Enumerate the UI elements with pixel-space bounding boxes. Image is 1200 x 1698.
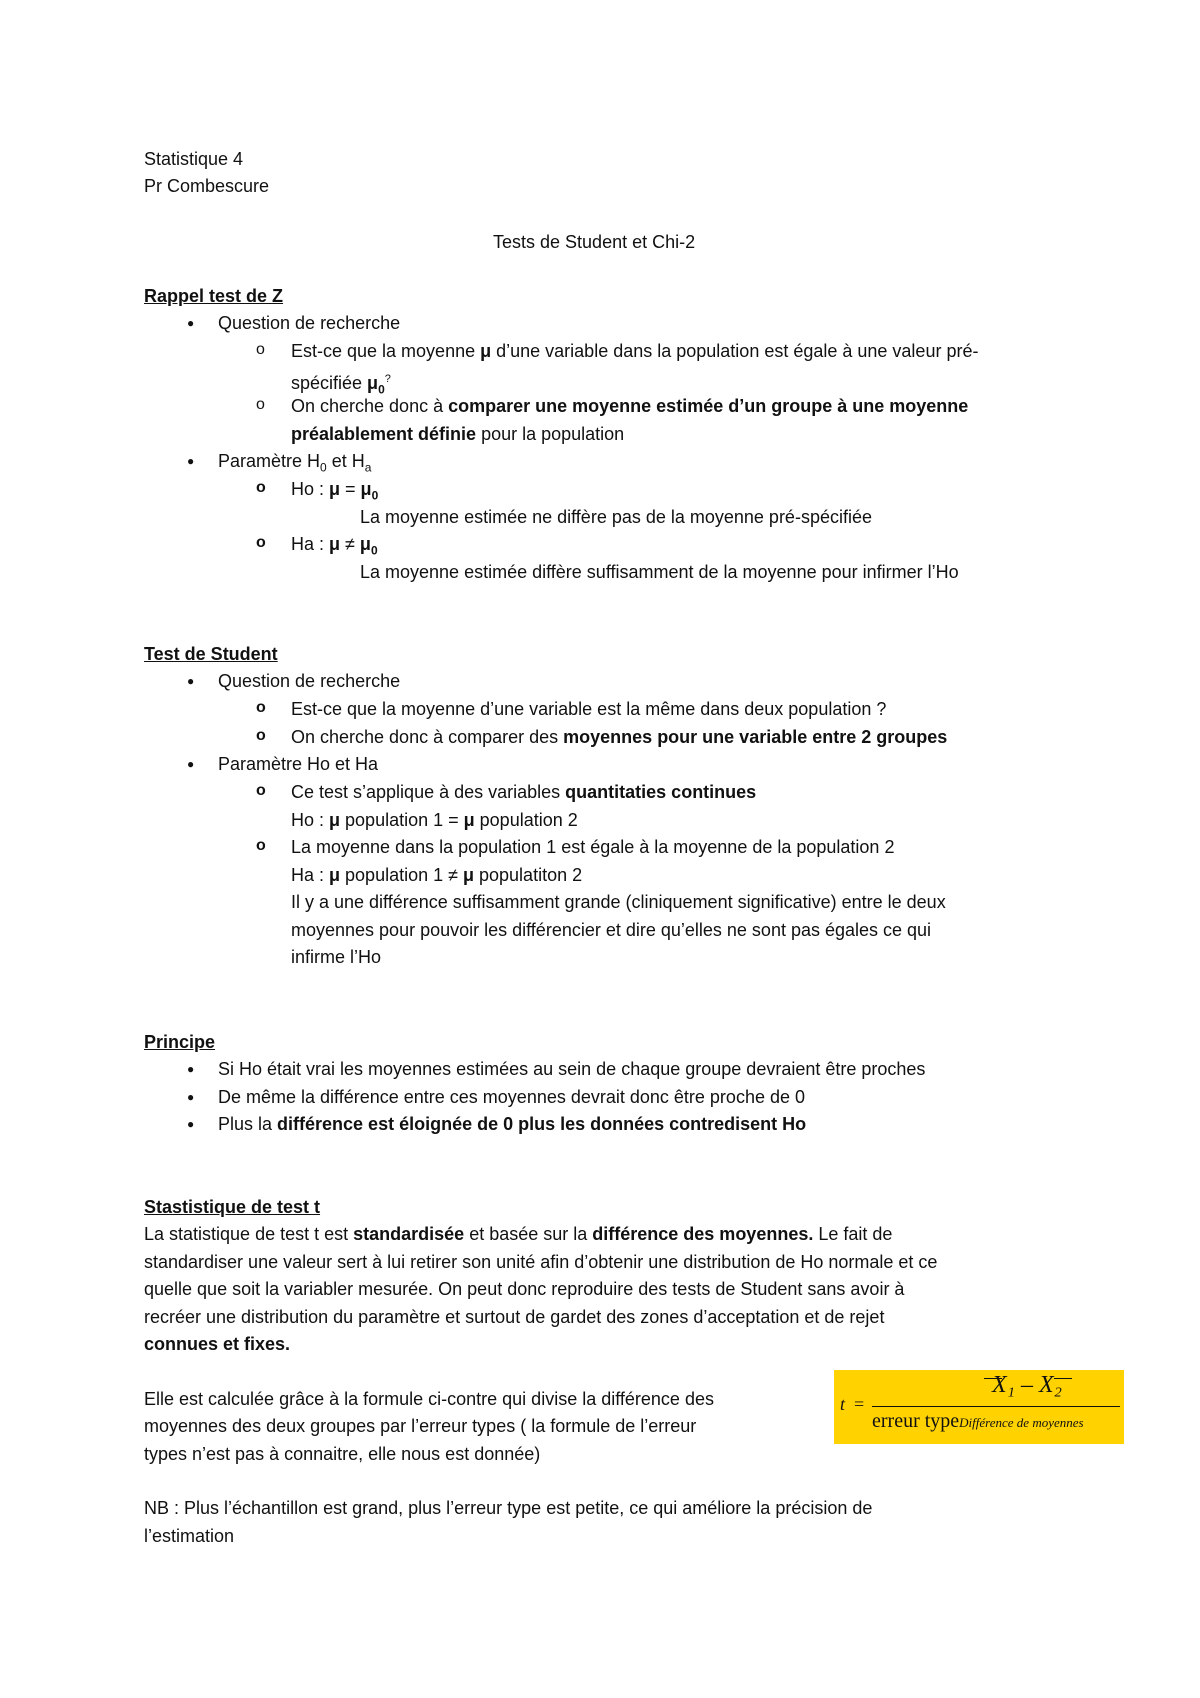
text-run: population 1 = [340, 810, 464, 830]
paragraph-line: recréer une distribution du paramètre et surtout de gardet des zones d’acceptation et de rejet [144, 1307, 885, 1327]
mu-symbol: μ [367, 373, 379, 393]
formula-denominator [872, 1410, 1084, 1433]
sub-bullet: o [256, 341, 265, 358]
text-run: pour la population [476, 424, 625, 444]
text-run: Paramètre H [218, 451, 321, 471]
sub-bullet: o [256, 534, 266, 551]
list-item-continued: infirme l’Ho [291, 947, 382, 967]
mu-symbol: μ [463, 810, 475, 830]
sub-bullet: o [256, 837, 266, 854]
mu-symbol: μ [329, 479, 341, 499]
text-run: = [340, 479, 361, 499]
list-item [291, 395, 968, 417]
text-run: Ha : [291, 865, 330, 885]
fraction-line [872, 1406, 1120, 1407]
bold-text: préalablement définie [291, 424, 477, 444]
bullet-dot: ● [187, 757, 195, 771]
mu-symbol: μ [463, 865, 475, 885]
superscript: ? [384, 373, 391, 385]
bullet-dot: ● [187, 1117, 195, 1131]
professor-name: Pr Combescure [144, 176, 270, 196]
bold-text: différence est éloignée de 0 plus les données contredisent Ho [277, 1114, 807, 1134]
subscript: 0 [370, 543, 378, 558]
list-item: Si Ho était vrai les moyennes estimées au sein de chaque groupe devraient être proches [218, 1059, 926, 1079]
mu-symbol: μ [329, 810, 341, 830]
sub-bullet: o [256, 782, 266, 799]
paragraph-line: l’estimation [144, 1526, 235, 1546]
course-title: Statistique 4 [144, 149, 244, 169]
hypothesis-description: La moyenne estimée diffère suffisamment de la moyenne pour infirmer l’Ho [360, 562, 959, 582]
text-run: population 2 [474, 810, 578, 830]
list-item [291, 781, 756, 803]
subscript: 0 [378, 382, 385, 397]
mu-symbol: μ [360, 479, 372, 499]
paragraph-line: connues et fixes. [144, 1334, 291, 1354]
mu-symbol: μ [480, 341, 492, 361]
list-item-continued: Il y a une différence suffisamment grande (cliniquement significative) entre le deux [291, 892, 946, 912]
list-item-continued [291, 864, 582, 886]
text-run: Ho : [291, 479, 330, 499]
list-item [218, 450, 371, 479]
bold-text: différence des moyennes. [592, 1224, 814, 1244]
text-run: d’une variable dans la population est égale à une valeur pré- [491, 341, 979, 361]
mu-symbol: μ [329, 865, 341, 885]
list-item-continued: moyennes pour pouvoir les différencier et dire qu’elles ne sont pas égales ce qui [291, 920, 932, 940]
hypothesis-description: La moyenne estimée ne diffère pas de la moyenne pré-spécifiée [360, 507, 872, 527]
text-run: On cherche donc à [291, 396, 449, 416]
subscript: 0 [320, 460, 327, 475]
text-run: et H [326, 451, 365, 471]
list-item: De même la différence entre ces moyennes devrait donc être proche de 0 [218, 1087, 805, 1107]
bullet-dot: ● [187, 674, 195, 688]
paragraph-line: NB : Plus l’échantillon est grand, plus l’erreur type est petite, ce qui améliore la précision de [144, 1498, 873, 1518]
subscript: a [364, 460, 372, 475]
formula-equals: = [854, 1394, 865, 1414]
text-run: spécifiée [291, 373, 368, 393]
text-run: Plus la [218, 1114, 278, 1134]
section-heading-principe: Principe [144, 1032, 216, 1052]
text-run: et basée sur la [464, 1224, 593, 1244]
text-run: erreur type [872, 1410, 960, 1432]
list-item [291, 478, 378, 507]
list-item: Question de recherche [218, 671, 401, 691]
bullet-dot: ● [187, 1090, 195, 1104]
list-item [291, 340, 978, 362]
bold-text: moyennes pour une variable entre 2 groupes [563, 727, 948, 747]
bullet-dot: ● [187, 1062, 195, 1076]
document-title: Tests de Student et Chi-2 [493, 232, 696, 252]
list-item: La moyenne dans la population 1 est égale à la moyenne de la population 2 [291, 837, 895, 857]
text-run: populatiton 2 [474, 865, 583, 885]
list-item: Question de recherche [218, 313, 401, 333]
mu-symbol: μ [359, 534, 371, 554]
sub-bullet: o [256, 727, 266, 744]
sub-bullet: o [256, 479, 266, 496]
text-run: population 1 ≠ [340, 865, 463, 885]
formula-numerator: X₁ – X₂ [991, 1372, 1062, 1398]
list-item [291, 726, 947, 748]
text-run: Le fait de [813, 1224, 893, 1244]
list-item [291, 533, 378, 562]
section-heading-rappel: Rappel test de Z [144, 286, 284, 306]
paragraph-line: Elle est calculée grâce à la formule ci-contre qui divise la différence des [144, 1389, 714, 1409]
paragraph-line: types n’est pas à connaitre, elle nous est donnée) [144, 1444, 541, 1464]
text-run: ≠ [340, 534, 360, 554]
bullet-dot: ● [187, 316, 195, 330]
text-run: Ho : [291, 810, 330, 830]
t-statistic-formula [834, 1370, 1124, 1444]
subscript: 0 [371, 488, 379, 503]
bold-text: standardisée [353, 1224, 465, 1244]
paragraph-line: moyennes des deux groupes par l’erreur types ( la formule de l’erreur [144, 1416, 697, 1436]
bullet-dot: ● [187, 454, 195, 468]
paragraph-line [144, 1223, 892, 1245]
bold-text: quantitaties continues [565, 782, 757, 802]
text-run: Ha : [291, 534, 330, 554]
list-item: Paramètre Ho et Ha [218, 754, 379, 774]
formula-t: t [840, 1394, 846, 1414]
text-run: On cherche donc à comparer des [291, 727, 564, 747]
paragraph-line: quelle que soit la variabler mesurée. On peut donc reproduire des tests de Student sans avoir à [144, 1279, 905, 1299]
mu-symbol: μ [329, 534, 341, 554]
list-item-continued [291, 809, 578, 831]
text-run: La statistique de test t est [144, 1224, 354, 1244]
sub-bullet: o [256, 699, 266, 716]
list-item-continued [291, 423, 624, 445]
text-run: Ce test s’applique à des variables [291, 782, 566, 802]
sub-bullet: o [256, 396, 265, 413]
subscript: Différence de moyennes [959, 1415, 1084, 1430]
list-item: Est-ce que la moyenne d’une variable est la même dans deux population ? [291, 699, 887, 719]
section-heading-student: Test de Student [144, 644, 278, 664]
paragraph-line: standardiser une valeur sert à lui retirer son unité afin d’obtenir une distribution de Ho normale et ce [144, 1252, 938, 1272]
text-run: Est-ce que la moyenne [291, 341, 481, 361]
section-heading-statistique: Stastistique de test t [144, 1197, 321, 1217]
bold-text: comparer une moyenne estimée d’un groupe à une moyenne [448, 396, 969, 416]
list-item [218, 1113, 806, 1135]
